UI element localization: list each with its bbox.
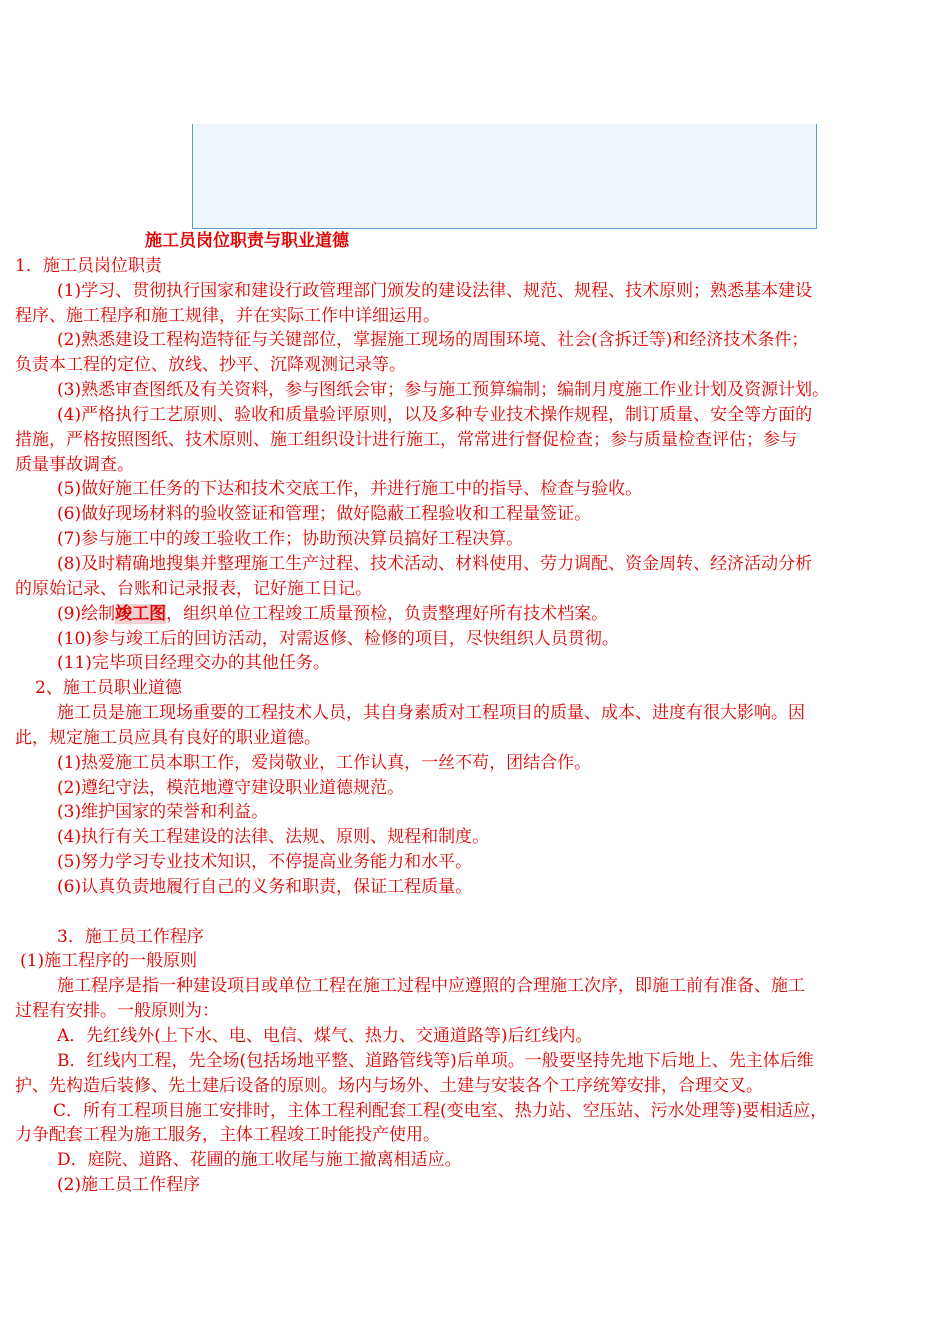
paragraph-line: (6)认真负责地履行自己的义务和职责，保证工程质量。 <box>57 876 473 897</box>
highlighted-term: 竣工图 <box>115 603 167 624</box>
paragraph-line: (3)熟悉审查图纸及有关资料，参与图纸会审；参与施工预算编制；编制月度施工作业计划及资源计划。 <box>57 380 830 401</box>
paragraph-line: (7)参与施工中的竣工验收工作；协助预决算员搞好工程决算。 <box>57 529 524 550</box>
paragraph-line: (8)及时精确地搜集并整理施工生产过程、技术活动、材料使用、劳力调配、资金周转、经济活动分析 <box>57 553 813 574</box>
document-body <box>15 229 935 1198</box>
section-heading: 3．施工员工作程序 <box>57 926 204 947</box>
section-heading: 1．施工员岗位职责 <box>15 255 162 276</box>
paragraph-line: (1)学习、贯彻执行国家和建设行政管理部门颁发的建设法律、规范、规程、技术原则；熟悉基本建设 <box>57 280 813 301</box>
paragraph-line: 力争配套工程为施工服务，主体工程竣工时能投产使用。 <box>15 1125 440 1146</box>
paragraph-line: 负责本工程的定位、放线、抄平、沉降观测记录等。 <box>15 355 406 376</box>
paragraph-line: A．先红线外(上下水、电、电信、煤气、热力、交通道路等)后红线内。 <box>57 1026 593 1046</box>
paragraph-line: (1)热爱施工员本职工作，爱岗敬业，工作认真，一丝不苟，团结合作。 <box>57 752 592 773</box>
item9-before: (9)绘制 <box>57 603 116 624</box>
paragraph-line: (4)执行有关工程建设的法律、法规、原则、规程和制度。 <box>57 827 490 848</box>
paragraph-line: (2)遵纪守法，模范地遵守建设职业道德规范。 <box>57 777 405 798</box>
document-title: 施工员岗位职责与职业道德 <box>145 231 349 251</box>
blank-line <box>15 900 935 925</box>
text-box <box>192 124 817 229</box>
paragraph-line: 施工员是施工现场重要的工程技术人员，其自身素质对工程项目的质量、成本、进度有很大影响。因 <box>57 703 805 724</box>
paragraph-line: 程序、施工程序和施工规律，并在实际工作中详细运用。 <box>15 305 440 326</box>
paragraph-line-item9 <box>15 602 935 627</box>
section-heading: 2、施工员职业道德 <box>35 678 182 699</box>
paragraph-line: 护、先构造后装修、先土建后设备的原则。场内与场外、土建与安装各个工序统筹安排，合理交叉。 <box>15 1075 763 1096</box>
paragraph-line: 措施，严格按照图纸、技术原则、施工组织设计进行施工，常常进行督促检查；参与质量检查评估；参与 <box>15 429 797 450</box>
paragraph-line: C．所有工程项目施工安排时，主体工程利配套工程(变电室、热力站、空压站、污水处理等)要相适应， <box>53 1100 828 1121</box>
paragraph-line: 过程有安排。一般原则为： <box>15 1001 219 1022</box>
subsection-heading: (2)施工员工作程序 <box>57 1175 201 1196</box>
paragraph-line: (5)努力学习专业技术知识，不停提高业务能力和水平。 <box>57 852 473 873</box>
subsection-heading: (1)施工程序的一般原则 <box>20 951 198 972</box>
paragraph-line: 此，规定施工员应具有良好的职业道德。 <box>15 727 321 748</box>
paragraph-line: 施工程序是指一种建设项目或单位工程在施工过程中应遵照的合理施工次序，即施工前有准备、施工 <box>57 976 805 997</box>
paragraph-line: (5)做好施工任务的下达和技术交底工作，并进行施工中的指导、检查与验收。 <box>57 479 643 500</box>
paragraph-line: (6)做好现场材料的验收签证和管理；做好隐蔽工程验收和工程量签证。 <box>57 504 592 525</box>
paragraph-line: (2)熟悉建设工程构造特征与关键部位，掌握施工现场的周围环境、社会(含拆迁等)和经济技术条件； <box>57 330 809 351</box>
paragraph-line: (10)参与竣工后的回访活动，对需返修、检修的项目，尽快组织人员贯彻。 <box>57 628 619 649</box>
paragraph-line: (4)严格执行工艺原则、验收和质量验评原则，以及多种专业技术操作规程，制订质量、安全等方面的 <box>57 404 813 425</box>
paragraph-line: 质量事故调查。 <box>15 454 134 475</box>
item9-after: ，组织单位工程竣工质量预检，负责整理好所有技术档案。 <box>166 603 609 624</box>
paragraph-line: D．庭院、道路、花圃的施工收尾与施工撤离相适应。 <box>57 1150 462 1171</box>
paragraph-line: 的原始记录、台账和记录报表，记好施工日记。 <box>15 578 372 599</box>
paragraph-line: (3)维护国家的荣誉和利益。 <box>57 802 269 823</box>
paragraph-line: B．红线内工程，先全场(包括场地平整、道路管线等)后单项。一般要坚持先地下后地上、先主体后维 <box>57 1050 814 1071</box>
paragraph-line: (11)完毕项目经理交办的其他任务。 <box>57 653 330 674</box>
